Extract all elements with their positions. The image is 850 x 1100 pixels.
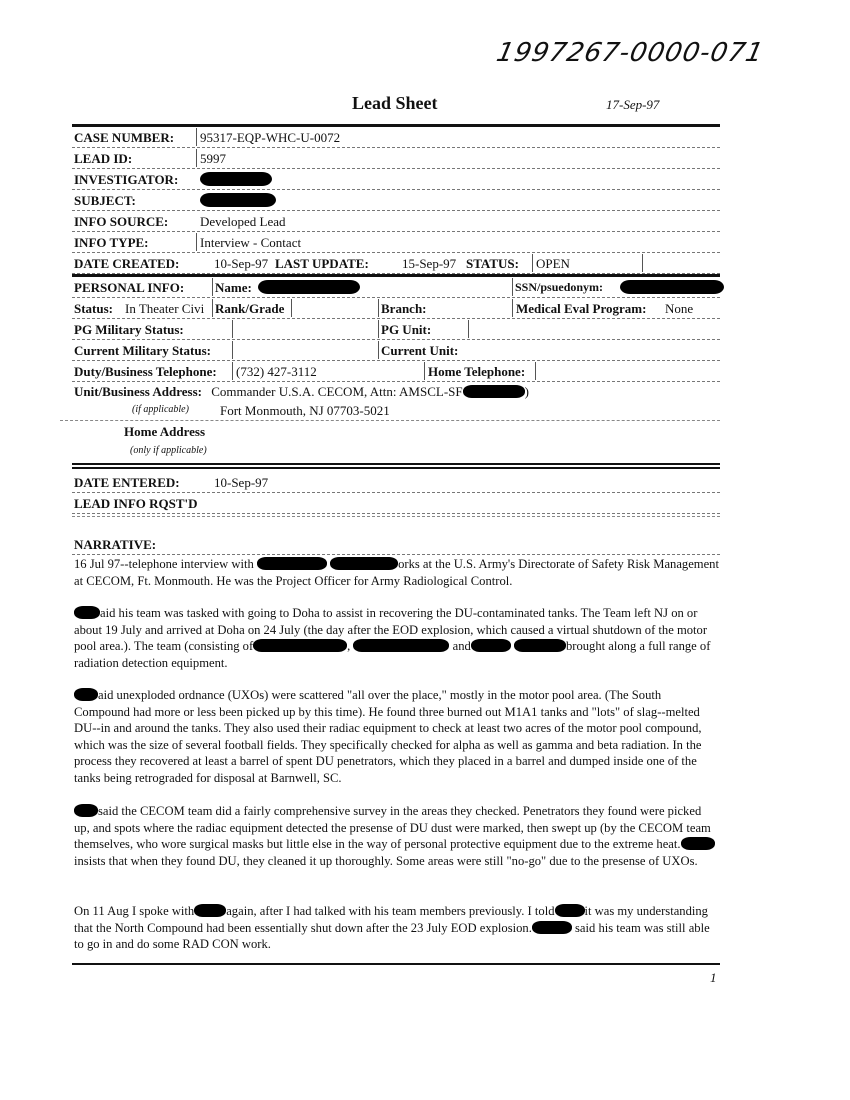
lead-info-row bbox=[72, 493, 720, 514]
redaction-mark bbox=[200, 172, 272, 186]
redaction-mark bbox=[532, 921, 572, 934]
lead-info-label: LEAD INFO RQST'D bbox=[74, 496, 198, 511]
redaction-mark bbox=[681, 837, 715, 850]
divider bbox=[60, 420, 720, 421]
personal-info-label: PERSONAL INFO: bbox=[74, 280, 185, 295]
redaction-mark bbox=[257, 557, 327, 570]
narrative-text: 16 Jul 97--telephone interview with bbox=[74, 557, 254, 571]
case-number-value: 95317-EQP-WHC-U-0072 bbox=[200, 130, 341, 145]
case-number-row bbox=[72, 127, 720, 148]
narrative-text: aid unexploded ordnance (UXOs) were scattered "all over the place," mostly in the motor pool area. (The South Compound had more or less been picked up by this time). He found three burned out M1A1 tanks and "lots" of slag--melted DU--in and around the tanks. They also used their radiac equipment to check at least two acres of the motor pool compound, which was the size of several football fields. They specifically checked for alpha as well as gamma and beta radiation. In the process they recovered at least a barrel of spent DU penetrators, which they placed in a barrel and dumped inside one of the tanks being retrograded for disposal at Barnwell, SC. bbox=[74, 688, 702, 785]
pg-mil-status-label: PG Military Status: bbox=[74, 322, 184, 337]
date-entered-value: 10-Sep-97 bbox=[214, 475, 269, 490]
redaction-mark bbox=[74, 606, 100, 619]
bottom-rule bbox=[72, 963, 720, 965]
redaction-mark bbox=[555, 904, 585, 917]
narrative-text: it was my understanding that the North Compound had been essentially shut down after the 23 July EOD explosion. bbox=[74, 904, 708, 935]
rank-label: Rank/Grade bbox=[215, 301, 285, 316]
if-applicable-note: (if applicable) bbox=[132, 404, 189, 415]
redaction-mark bbox=[353, 639, 449, 652]
last-update-value: 15-Sep-97 bbox=[402, 256, 457, 271]
narrative-paragraph-5 bbox=[74, 903, 720, 953]
narrative-text: again, after I had talked with his team members previously. I told bbox=[226, 904, 555, 918]
only-if-applicable-note: (only if applicable) bbox=[130, 445, 207, 456]
address-close: ) bbox=[524, 384, 529, 399]
sheet-date: 17-Sep-97 bbox=[606, 97, 660, 112]
info-type-row bbox=[72, 232, 720, 253]
divider bbox=[72, 516, 720, 517]
subject-label: SUBJECT: bbox=[74, 193, 136, 208]
section-rule bbox=[72, 463, 720, 465]
redaction-mark bbox=[471, 639, 511, 652]
home-address-label: Home Address bbox=[124, 424, 206, 439]
current-unit-label: Current Unit: bbox=[381, 343, 459, 358]
narrative-paragraph-4 bbox=[74, 803, 720, 869]
personal-status-label: Status: bbox=[74, 301, 114, 316]
narrative-text: brought along a full range of radiation detection equipment. bbox=[74, 639, 711, 670]
redaction-mark bbox=[200, 193, 276, 207]
ssn-label: SSN/psuedonym: bbox=[515, 280, 604, 294]
section-rule bbox=[72, 467, 720, 469]
address-line bbox=[74, 384, 529, 400]
telephone-row bbox=[72, 361, 720, 382]
redaction-mark bbox=[253, 639, 347, 652]
narrative-label: NARRATIVE: bbox=[74, 537, 157, 552]
current-military-row bbox=[72, 340, 720, 361]
pg-military-row bbox=[72, 319, 720, 340]
redaction-mark bbox=[74, 804, 98, 817]
date-created-row bbox=[72, 253, 720, 274]
page-title: Lead Sheet bbox=[352, 93, 438, 113]
date-entered-label: DATE ENTERED: bbox=[74, 475, 180, 490]
narrative-text: On 11 Aug I spoke with bbox=[74, 904, 195, 918]
info-source-row bbox=[72, 211, 720, 232]
redaction-mark bbox=[514, 639, 566, 652]
narrative-paragraph-2: aid his team was tasked with going to Doha to assist in recovering the DU-contaminated tanks. The Team left NJ on or about 19 July and arrived at Doha on 24 July (the day after the EOD explosion, which caused a virtual shutdown of the motor pool area.). The team (consisting of , and brought along a full range of radiation detection equipment. bbox=[74, 606, 711, 670]
redaction-mark bbox=[463, 385, 525, 398]
branch-label: Branch: bbox=[381, 301, 427, 316]
status-rank-row bbox=[72, 298, 720, 319]
narrative-paragraph-1 bbox=[74, 556, 720, 589]
current-mil-status-label: Current Military Status: bbox=[74, 343, 211, 358]
subject-row bbox=[72, 190, 720, 211]
lead-id-label: LEAD ID: bbox=[74, 151, 133, 166]
narrative-paragraph-3 bbox=[74, 687, 720, 787]
redaction-mark bbox=[194, 904, 226, 917]
duty-phone-label: Duty/Business Telephone: bbox=[74, 364, 217, 379]
redaction-mark bbox=[330, 557, 398, 570]
info-source-label: INFO SOURCE: bbox=[74, 214, 169, 229]
narrative-text: and bbox=[452, 639, 471, 654]
redaction-mark bbox=[258, 280, 360, 294]
redaction-mark bbox=[620, 280, 724, 294]
date-entered-row bbox=[72, 472, 720, 493]
name-label: Name: bbox=[215, 280, 252, 295]
narrative-text: orks at the U.S. Army's Directorate of Safety Risk Management at CECOM, Ft. Monmouth. He was the Project Officer for Army Radiological Control. bbox=[74, 557, 719, 588]
address-line2: Fort Monmouth, NJ 07703-5021 bbox=[220, 403, 390, 418]
lead-id-row bbox=[72, 148, 720, 169]
investigator-label: INVESTIGATOR: bbox=[74, 172, 179, 187]
info-source-value: Developed Lead bbox=[200, 214, 286, 229]
narrative-header-row bbox=[72, 534, 720, 555]
home-phone-label: Home Telephone: bbox=[428, 364, 526, 379]
status-label: STATUS: bbox=[466, 256, 519, 271]
page-number: 1 bbox=[710, 970, 717, 985]
narrative-text: aid his team was tasked with going to Doha to assist in recovering the DU-contaminated tanks. The Team left NJ on or about 19 July and arrived at Doha on 24 July (the day after the EOD explosion, which caused a virtual shutdown of the motor pool area.). The team (consisting of bbox=[74, 606, 708, 654]
narrative-text: said his team was still able to go in and do some RAD CON work. bbox=[74, 920, 710, 952]
narrative-text: insists that when they found DU, they cleaned it up thoroughly. Some areas were still "no-go" due to the presense of UXOs. bbox=[74, 853, 698, 868]
status-value: OPEN bbox=[536, 256, 570, 271]
redaction-mark bbox=[74, 688, 98, 701]
duty-phone-value: (732) 427-3112 bbox=[236, 364, 317, 379]
document-number: 1997267-0000-071 bbox=[493, 38, 767, 68]
case-number-label: CASE NUMBER: bbox=[74, 130, 175, 145]
date-created-value: 10-Sep-97 bbox=[214, 256, 269, 271]
address-line1: Commander U.S.A. CECOM, Attn: AMSCL-SF bbox=[211, 384, 463, 399]
info-type-label: INFO TYPE: bbox=[74, 235, 149, 250]
pg-unit-label: PG Unit: bbox=[381, 322, 432, 337]
medical-value: None bbox=[665, 301, 694, 316]
info-type-value: Interview - Contact bbox=[200, 235, 302, 250]
last-update-label: LAST UPDATE: bbox=[275, 256, 369, 271]
address-label: Unit/Business Address: bbox=[74, 384, 202, 399]
investigator-row bbox=[72, 169, 720, 190]
personal-status-value: In Theater Civi bbox=[125, 301, 205, 316]
narrative-text: said the CECOM team did a fairly comprehensive survey in the areas they checked. Penetrators they found were picked up, and spots where the radiac equipment detected the presense of DU dust were marked, then swept up (by the CECOM team themselves, who wore surgical masks but little else in the way of personal protective equipment due to the extreme heat. bbox=[74, 804, 711, 852]
date-created-label: DATE CREATED: bbox=[74, 256, 180, 271]
lead-id-value: 5997 bbox=[200, 151, 226, 166]
medical-label: Medical Eval Program: bbox=[516, 301, 647, 316]
personal-info-row bbox=[72, 277, 720, 298]
